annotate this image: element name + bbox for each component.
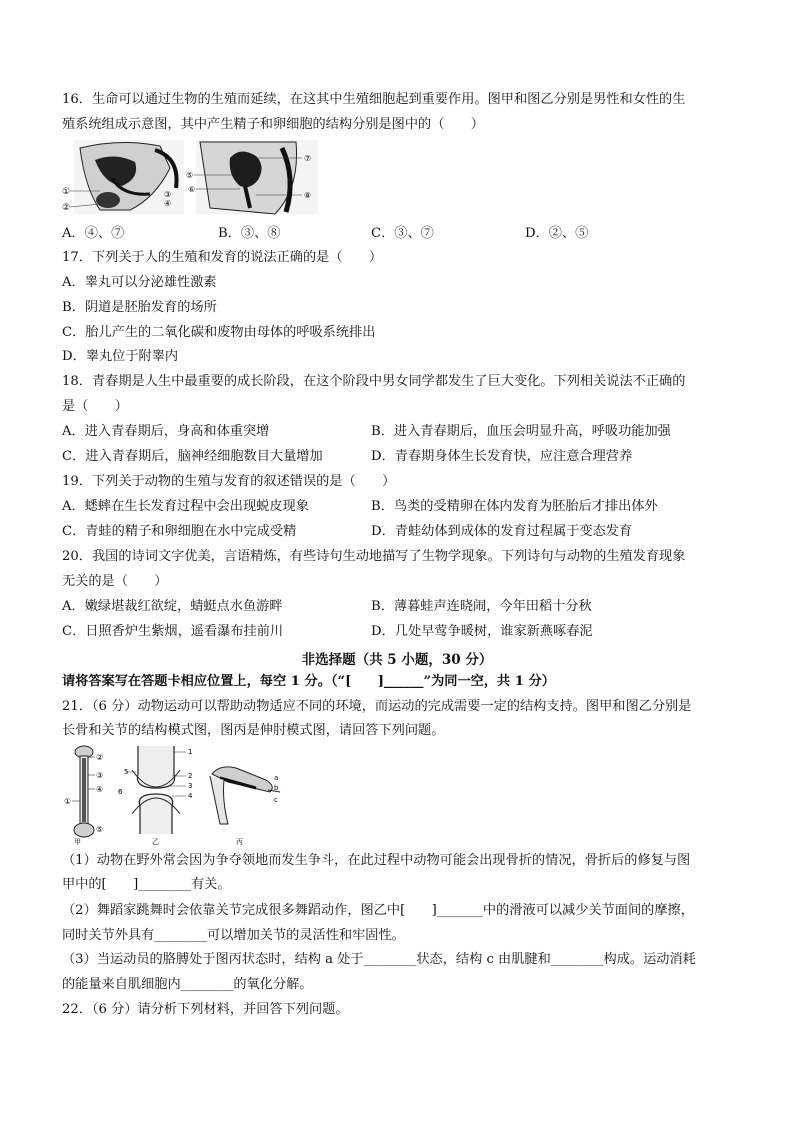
q20-option-c: C．日照香炉生紫烟，遥看瀑布挂前川 xyxy=(62,624,284,639)
q21-jia-label-1: ① xyxy=(64,797,72,806)
q16-stem-line1: 16．生命可以通过生物的生殖而延续，在这其中生殖细胞起到重要作用。图甲和图乙分别是男性和女性的生 xyxy=(62,92,686,107)
q21-jia-label-2: ② xyxy=(96,753,104,762)
q18-stem-line1: 18．青春期是人生中最重要的成长阶段，在这个阶段中男女同学都发生了巨大变化。下列相关说法不正确的 xyxy=(62,374,686,389)
q21-caption-jia: 甲 xyxy=(74,838,81,846)
q16-label-1: ① xyxy=(62,187,71,197)
q16-label-4: ④ xyxy=(164,199,172,208)
q20-option-b: B．薄暮蛙声连晓闹，今年田稻十分秋 xyxy=(371,599,592,614)
q16-option-c: C．③、⑦ xyxy=(371,226,434,241)
q19-option-c: C．青蛙的精子和卵细胞在水中完成受精 xyxy=(62,524,297,539)
section-title: 非选择题（共 5 小题，30 分） xyxy=(301,652,493,668)
q21-part1-line1: （1）动物在野外常会因为争夺领地而发生争斗，在此过程中动物可能会出现骨折的情况，骨折后的修复与图 xyxy=(62,853,691,868)
q21-part2-line2: 同时关节外具有________可以增加关节的灵活性和牢固性。 xyxy=(62,928,405,943)
q16-stem-line2: 殖系统组成示意图，其中产生精子和卵细胞的结构分别是图中的（ ） xyxy=(62,117,484,132)
q21-jia-label-5: ⑤ xyxy=(96,825,104,834)
q20-stem-line2: 无关的是（ ） xyxy=(62,574,168,589)
q16-label-2: ② xyxy=(62,203,71,213)
q21-yi-label-1: 1 xyxy=(188,748,193,756)
q21-bone-joint-figure xyxy=(60,744,292,846)
q18-option-a: A．进入青春期后，身高和体重突增 xyxy=(62,424,270,439)
q21-part2-line1: （2）舞蹈家跳舞时会依靠关节完成很多舞蹈动作，图乙中[ ]_______中的滑液可以减少关节面间的摩擦， xyxy=(62,903,694,918)
q21-yi-label-6: 6 xyxy=(118,788,123,796)
q16-label-8: ⑧ xyxy=(304,191,312,200)
q21-bing-label-a: a xyxy=(274,774,279,782)
q21-stem-line2: 长骨和关节的结构模式图，图丙是伸肘模式图，请回答下列问题。 xyxy=(62,723,445,738)
joint-diagram xyxy=(118,746,193,846)
q17-option-d: D．睾丸位于附睾内 xyxy=(62,349,179,364)
q19-stem: 19．下列关于动物的生殖与发育的叙述错误的是（ ） xyxy=(62,474,396,489)
q16-label-7: ⑦ xyxy=(304,154,312,163)
q21-jia-label-3: ③ xyxy=(96,771,104,780)
q19-option-a: A．蟋蟀在生长发育过程中会出现蜕皮现象 xyxy=(62,499,309,514)
q18-stem-line2: 是（ ） xyxy=(62,399,128,414)
q22-stem: 22．（6 分）请分析下列材料，并回答下列问题。 xyxy=(62,1002,349,1017)
q21-yi-label-2: 2 xyxy=(188,772,193,780)
q18-option-c: C．进入青春期后，脑神经细胞数目大量增加 xyxy=(62,449,323,464)
q21-part3-line2: 的能量来自肌细胞内________的氧化分解。 xyxy=(62,977,313,992)
q16-option-a: A．④、⑦ xyxy=(62,226,125,241)
q16-reproductive-system-figure xyxy=(60,138,320,218)
q16-option-b: B．③、⑧ xyxy=(218,226,281,241)
q20-option-d: D．几处早莺争暖树，谁家新燕啄春泥 xyxy=(371,624,593,639)
q21-yi-label-3: 3 xyxy=(188,782,193,790)
q21-caption-yi: 乙 xyxy=(152,838,159,846)
q17-stem: 17．下列关于人的生殖和发育的说法正确的是（ ） xyxy=(62,250,383,265)
q21-jia-label-4: ④ xyxy=(96,785,104,794)
q20-stem-line1: 20．我国的诗词文字优美，言语精炼，有些诗句生动地描写了生物学现象。下列诗句与动物的生殖发育现象 xyxy=(62,549,686,564)
section-instruction: 请将答案写在答题卡相应位置上，每空 1 分。（“[ ]______”为同一空，共 1 分） xyxy=(62,674,555,689)
q21-bing-label-c: c xyxy=(274,796,278,804)
q17-option-a: A．睾丸可以分泌雄性激素 xyxy=(62,275,217,290)
q21-yi-label-4: 4 xyxy=(188,792,193,800)
q21-bing-label-b: b xyxy=(274,784,279,792)
q21-yi-label-5: 5 xyxy=(124,768,129,776)
q21-stem-line1: 21．（6 分）动物运动可以帮助动物适应不同的环境，而运动的完成需要一定的结构支持。图甲和图乙分别是 xyxy=(62,699,692,714)
q21-caption-bing: 丙 xyxy=(236,838,243,846)
q17-option-c: C．胎儿产生的二氧化碳和废物由母体的呼吸系统排出 xyxy=(62,325,376,340)
q19-option-d: D．青蛙幼体到成体的发育过程属于变态发育 xyxy=(371,524,633,539)
q16-label-5: ⑤ xyxy=(186,171,194,180)
q16-label-6: ⑥ xyxy=(188,185,196,194)
q21-part1-line2: 甲中的[ ]________有关。 xyxy=(62,877,231,892)
q19-option-b: B．鸟类的受精卵在体内发育为胚胎后才排出体外 xyxy=(371,499,658,514)
q18-option-d: D．青春期身体生长发育快，应注意合理营养 xyxy=(371,449,633,464)
q20-option-a: A．嫩绿堪裁红欲绽，蜻蜓点水鱼游畔 xyxy=(62,599,283,614)
q16-option-d: D．②、⑤ xyxy=(525,226,589,241)
long-bone-diagram xyxy=(64,746,103,846)
q16-label-3: ③ xyxy=(164,190,172,199)
q18-option-b: B．进入青春期后，血压会明显升高，呼吸功能加强 xyxy=(371,424,671,439)
elbow-extension-diagram xyxy=(210,767,280,846)
q17-option-b: B．阴道是胚胎发育的场所 xyxy=(62,300,217,315)
q21-part3-line1: （3）当运动员的胳膊处于图丙状态时，结构 a 处于________状态，结构 c 由肌腱和________构成。运动消耗 xyxy=(62,952,696,967)
